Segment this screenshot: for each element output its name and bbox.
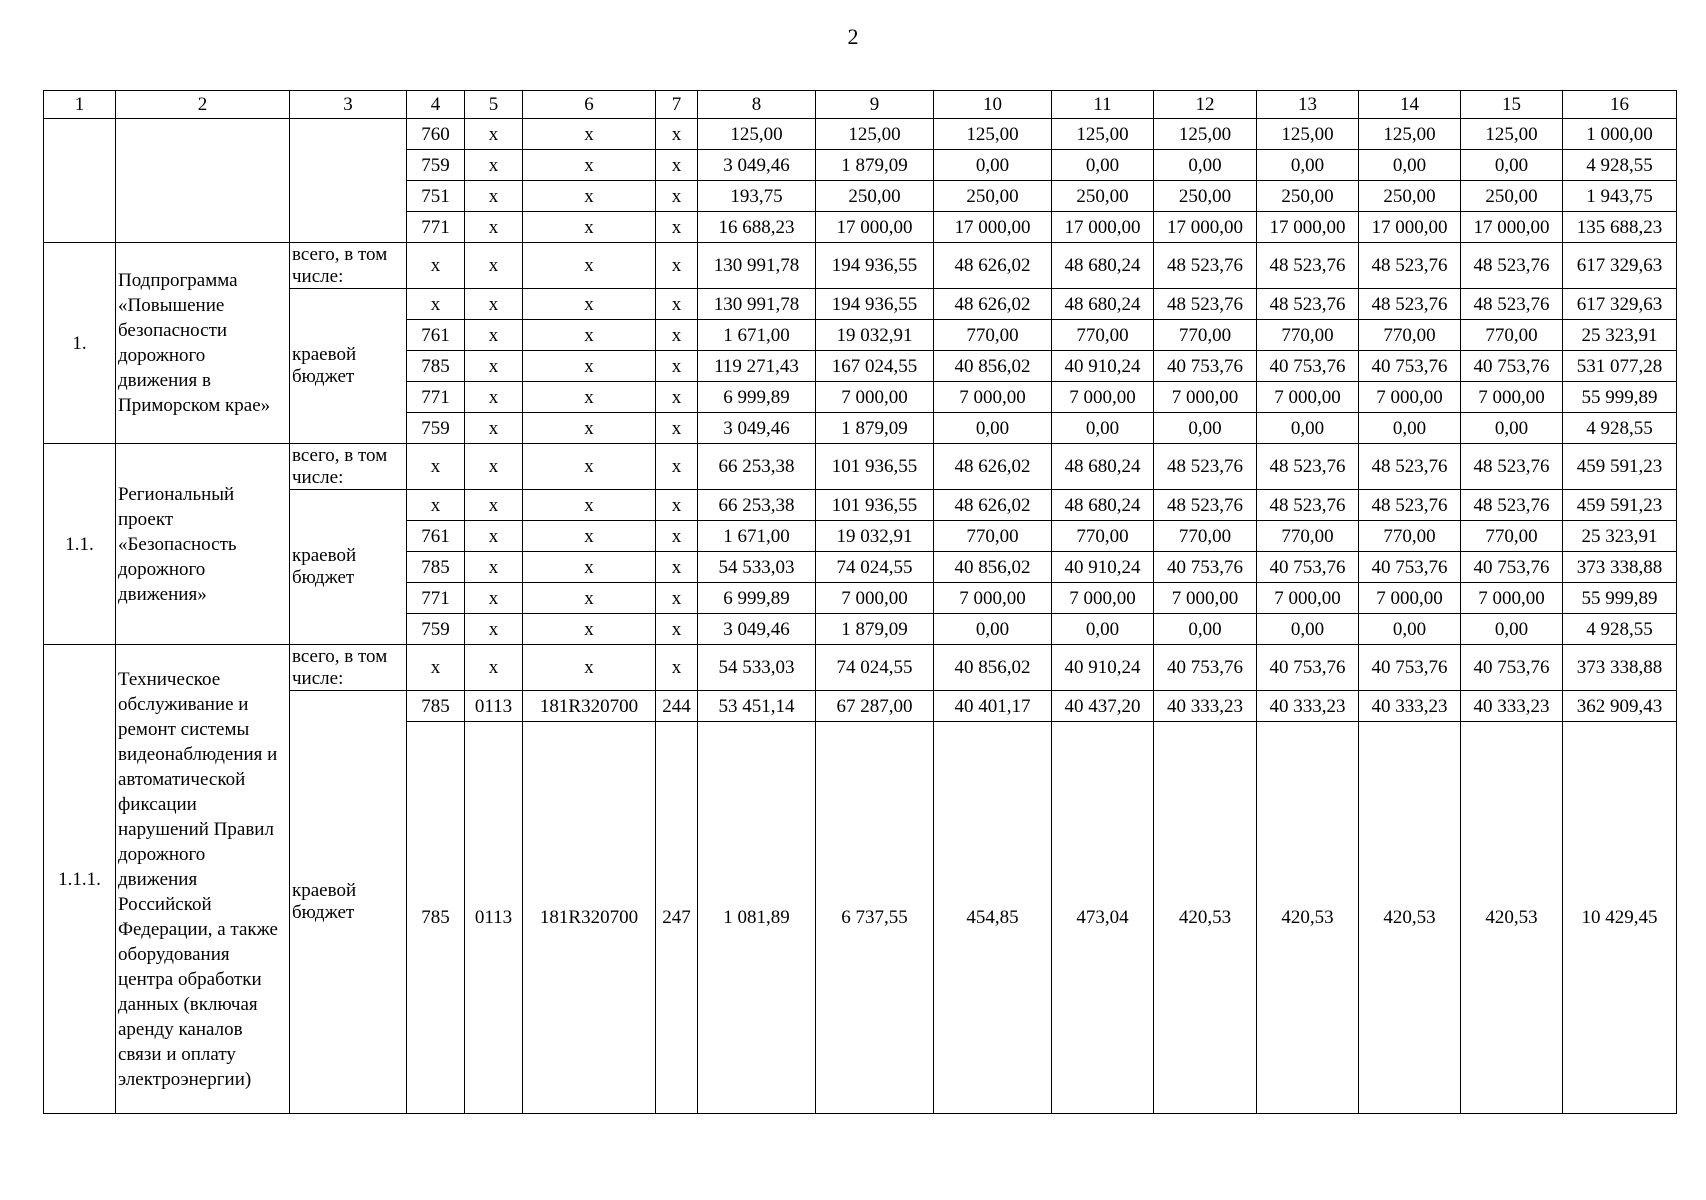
value-cell: 1 879,09	[816, 150, 934, 181]
value-cell: 770,00	[1154, 320, 1257, 351]
value-cell: 48 680,24	[1052, 444, 1154, 490]
value-cell: 25 323,91	[1563, 320, 1677, 351]
column-number: 6	[523, 91, 656, 119]
value-cell: 40 910,24	[1052, 552, 1154, 583]
value-cell: x	[523, 645, 656, 691]
value-cell: 48 680,24	[1052, 289, 1154, 320]
value-cell: 4 928,55	[1563, 413, 1677, 444]
value-cell: x	[407, 243, 465, 289]
value-cell: 40 753,76	[1461, 645, 1563, 691]
value-cell: 0,00	[934, 413, 1052, 444]
value-cell: 19 032,91	[816, 320, 934, 351]
value-cell: x	[523, 614, 656, 645]
value-cell: 17 000,00	[1052, 212, 1154, 243]
value-cell: 181R320700	[523, 691, 656, 722]
value-cell: x	[465, 243, 523, 289]
value-cell: 459 591,23	[1563, 444, 1677, 490]
value-cell: 250,00	[1359, 181, 1461, 212]
item-number: 1.1.1.	[44, 645, 116, 1114]
value-cell: 1 081,89	[698, 722, 816, 1114]
value-cell: 7 000,00	[1461, 583, 1563, 614]
value-cell: x	[656, 320, 698, 351]
value-cell: x	[656, 181, 698, 212]
total-label: всего, в том числе:	[290, 444, 407, 490]
value-cell: 7 000,00	[1052, 583, 1154, 614]
value-cell: 785	[407, 691, 465, 722]
value-cell: 7 000,00	[1257, 583, 1359, 614]
item-number: 1.1.	[44, 444, 116, 645]
value-cell: 6 737,55	[816, 722, 934, 1114]
value-cell: 48 626,02	[934, 243, 1052, 289]
column-number: 3	[290, 91, 407, 119]
value-cell: 770,00	[1461, 521, 1563, 552]
value-cell: 1 671,00	[698, 320, 816, 351]
value-cell: 771	[407, 212, 465, 243]
budget-label: краевой бюджет	[290, 490, 407, 645]
value-cell: x	[465, 351, 523, 382]
value-cell: 0,00	[1154, 614, 1257, 645]
value-cell: 181R320700	[523, 722, 656, 1114]
value-cell: 40 753,76	[1257, 645, 1359, 691]
column-number: 5	[465, 91, 523, 119]
value-cell: x	[465, 521, 523, 552]
value-cell: 0,00	[934, 150, 1052, 181]
value-cell: 67 287,00	[816, 691, 934, 722]
table-body	[44, 91, 1677, 1114]
value-cell: 0,00	[1257, 413, 1359, 444]
value-cell: x	[656, 552, 698, 583]
value-cell: x	[523, 552, 656, 583]
value-cell: 0,00	[1461, 614, 1563, 645]
value-cell: 10 429,45	[1563, 722, 1677, 1114]
value-cell: 244	[656, 691, 698, 722]
value-cell: 770,00	[1257, 521, 1359, 552]
column-number: 13	[1257, 91, 1359, 119]
value-cell: 125,00	[698, 119, 816, 150]
value-cell: 48 523,76	[1154, 444, 1257, 490]
value-cell: 40 333,23	[1257, 691, 1359, 722]
value-cell: x	[407, 645, 465, 691]
value-cell: 40 333,23	[1359, 691, 1461, 722]
value-cell: 194 936,55	[816, 243, 934, 289]
value-cell: 17 000,00	[1154, 212, 1257, 243]
value-cell: 4 928,55	[1563, 614, 1677, 645]
value-cell: 250,00	[1154, 181, 1257, 212]
value-cell: 3 049,46	[698, 413, 816, 444]
column-number: 14	[1359, 91, 1461, 119]
value-cell: 135 688,23	[1563, 212, 1677, 243]
value-cell: 0,00	[1359, 614, 1461, 645]
value-cell: 531 077,28	[1563, 351, 1677, 382]
value-cell: x	[656, 119, 698, 150]
value-cell: 40 401,17	[934, 691, 1052, 722]
value-cell: 66 253,38	[698, 444, 816, 490]
value-cell: 16 688,23	[698, 212, 816, 243]
value-cell: 7 000,00	[816, 382, 934, 413]
value-cell: 7 000,00	[1359, 583, 1461, 614]
value-cell: x	[465, 119, 523, 150]
value-cell: 420,53	[1257, 722, 1359, 1114]
value-cell: 0,00	[1359, 150, 1461, 181]
value-cell: 0,00	[934, 614, 1052, 645]
value-cell: x	[656, 212, 698, 243]
value-cell: x	[523, 150, 656, 181]
value-cell: 55 999,89	[1563, 583, 1677, 614]
budget-label: краевой бюджет	[290, 289, 407, 444]
value-cell: 771	[407, 382, 465, 413]
value-cell: 40 753,76	[1359, 645, 1461, 691]
value-cell: 761	[407, 521, 465, 552]
value-cell: x	[656, 645, 698, 691]
column-number: 10	[934, 91, 1052, 119]
value-cell: x	[656, 243, 698, 289]
value-cell: 250,00	[1052, 181, 1154, 212]
value-cell: 454,85	[934, 722, 1052, 1114]
total-label: всего, в том числе:	[290, 243, 407, 289]
value-cell: 48 523,76	[1359, 243, 1461, 289]
value-cell: 17 000,00	[1257, 212, 1359, 243]
table-row	[44, 119, 1677, 150]
value-cell: 125,00	[934, 119, 1052, 150]
value-cell: x	[523, 490, 656, 521]
total-label: всего, в том числе:	[290, 645, 407, 691]
value-cell: 194 936,55	[816, 289, 934, 320]
value-cell: 473,04	[1052, 722, 1154, 1114]
value-cell: x	[465, 289, 523, 320]
value-cell: 125,00	[1359, 119, 1461, 150]
source-cell	[290, 119, 407, 243]
value-cell: x	[656, 444, 698, 490]
value-cell: 125,00	[1461, 119, 1563, 150]
value-cell: 48 523,76	[1461, 444, 1563, 490]
value-cell: x	[656, 490, 698, 521]
value-cell: 7 000,00	[1359, 382, 1461, 413]
value-cell: x	[465, 490, 523, 521]
value-cell: 420,53	[1461, 722, 1563, 1114]
column-number: 1	[44, 91, 116, 119]
value-cell: 250,00	[816, 181, 934, 212]
value-cell: x	[523, 351, 656, 382]
value-cell: 167 024,55	[816, 351, 934, 382]
value-cell: x	[465, 212, 523, 243]
value-cell: 7 000,00	[1154, 583, 1257, 614]
value-cell: 759	[407, 413, 465, 444]
value-cell: 125,00	[1052, 119, 1154, 150]
value-cell: 48 626,02	[934, 289, 1052, 320]
header-row	[44, 91, 1677, 119]
table-row	[44, 444, 1677, 490]
value-cell: 48 523,76	[1461, 243, 1563, 289]
value-cell: 7 000,00	[934, 583, 1052, 614]
value-cell: 617 329,63	[1563, 243, 1677, 289]
value-cell: 48 523,76	[1359, 289, 1461, 320]
value-cell: 40 753,76	[1359, 351, 1461, 382]
column-number: 7	[656, 91, 698, 119]
value-cell: 74 024,55	[816, 552, 934, 583]
value-cell: x	[523, 212, 656, 243]
value-cell: x	[407, 444, 465, 490]
value-cell: x	[656, 614, 698, 645]
value-cell: 7 000,00	[1154, 382, 1257, 413]
value-cell: 40 753,76	[1359, 552, 1461, 583]
value-cell: x	[523, 382, 656, 413]
value-cell: 770,00	[1359, 521, 1461, 552]
value-cell: 0,00	[1461, 413, 1563, 444]
value-cell: 40 753,76	[1154, 645, 1257, 691]
value-cell: 53 451,14	[698, 691, 816, 722]
value-cell: 770,00	[1359, 320, 1461, 351]
value-cell: 0,00	[1461, 150, 1563, 181]
value-cell: 48 523,76	[1154, 289, 1257, 320]
value-cell: 55 999,89	[1563, 382, 1677, 413]
value-cell: x	[523, 243, 656, 289]
table-row	[44, 645, 1677, 691]
value-cell: 7 000,00	[934, 382, 1052, 413]
column-number: 15	[1461, 91, 1563, 119]
value-cell: 74 024,55	[816, 645, 934, 691]
value-cell: 1 879,09	[816, 614, 934, 645]
value-cell: x	[465, 444, 523, 490]
value-cell: x	[465, 552, 523, 583]
value-cell: 1 879,09	[816, 413, 934, 444]
value-cell: 125,00	[1257, 119, 1359, 150]
value-cell: 17 000,00	[1359, 212, 1461, 243]
value-cell: 4 928,55	[1563, 150, 1677, 181]
item-name: Подпрограмма «Повышение безопасности дорожного движения в Приморском крае»	[116, 243, 290, 444]
value-cell: 119 271,43	[698, 351, 816, 382]
value-cell: x	[523, 521, 656, 552]
value-cell: 1 671,00	[698, 521, 816, 552]
value-cell: x	[407, 289, 465, 320]
value-cell: 125,00	[816, 119, 934, 150]
value-cell: 785	[407, 351, 465, 382]
value-cell: 3 049,46	[698, 150, 816, 181]
value-cell: 40 910,24	[1052, 645, 1154, 691]
value-cell: 40 753,76	[1257, 552, 1359, 583]
value-cell: 7 000,00	[1461, 382, 1563, 413]
value-cell: 40 753,76	[1257, 351, 1359, 382]
value-cell: 0,00	[1257, 150, 1359, 181]
value-cell: 770,00	[934, 320, 1052, 351]
value-cell: 125,00	[1154, 119, 1257, 150]
budget-label: краевой бюджет	[290, 691, 407, 1114]
value-cell: 101 936,55	[816, 490, 934, 521]
value-cell: 54 533,03	[698, 645, 816, 691]
value-cell: 193,75	[698, 181, 816, 212]
value-cell: 770,00	[934, 521, 1052, 552]
value-cell: 0,00	[1052, 614, 1154, 645]
value-cell: x	[656, 351, 698, 382]
value-cell: 48 626,02	[934, 490, 1052, 521]
value-cell: 770,00	[1154, 521, 1257, 552]
value-cell: 66 253,38	[698, 490, 816, 521]
value-cell: 770,00	[1461, 320, 1563, 351]
value-cell: 0,00	[1257, 614, 1359, 645]
value-cell: 54 533,03	[698, 552, 816, 583]
value-cell: 247	[656, 722, 698, 1114]
value-cell: 785	[407, 722, 465, 1114]
value-cell: 48 523,76	[1154, 243, 1257, 289]
value-cell: 373 338,88	[1563, 645, 1677, 691]
value-cell: x	[656, 583, 698, 614]
value-cell: 250,00	[1461, 181, 1563, 212]
value-cell: x	[656, 150, 698, 181]
page-number: 2	[847, 24, 859, 49]
value-cell: 40 753,76	[1154, 552, 1257, 583]
value-cell: 250,00	[934, 181, 1052, 212]
value-cell: 459 591,23	[1563, 490, 1677, 521]
value-cell: 1 943,75	[1563, 181, 1677, 212]
value-cell: x	[523, 289, 656, 320]
value-cell: 40 856,02	[934, 552, 1052, 583]
value-cell: 48 523,76	[1359, 490, 1461, 521]
value-cell: 17 000,00	[1461, 212, 1563, 243]
value-cell: x	[656, 521, 698, 552]
value-cell: 48 523,76	[1461, 289, 1563, 320]
value-cell: 420,53	[1154, 722, 1257, 1114]
value-cell: x	[523, 583, 656, 614]
table-row	[44, 243, 1677, 289]
value-cell: x	[407, 490, 465, 521]
value-cell: x	[523, 444, 656, 490]
item-name: Техническое обслуживание и ремонт системы видеонаблюдения и автоматической фиксации нарушений Правил дорожного движения Российской Федерации, а также оборудования центра обработки данных (включая аренду каналов связи и оплату электроэнергии)	[116, 645, 290, 1114]
number-cell	[44, 119, 116, 243]
value-cell: 48 523,76	[1257, 243, 1359, 289]
value-cell: 0,00	[1052, 150, 1154, 181]
value-cell: 40 333,23	[1154, 691, 1257, 722]
value-cell: 0,00	[1359, 413, 1461, 444]
value-cell: 48 626,02	[934, 444, 1052, 490]
value-cell: x	[523, 181, 656, 212]
value-cell: 48 680,24	[1052, 490, 1154, 521]
value-cell: 7 000,00	[1052, 382, 1154, 413]
value-cell: 761	[407, 320, 465, 351]
value-cell: 6 999,89	[698, 583, 816, 614]
value-cell: 759	[407, 150, 465, 181]
value-cell: 48 523,76	[1257, 289, 1359, 320]
value-cell: x	[465, 614, 523, 645]
column-number: 8	[698, 91, 816, 119]
value-cell: 6 999,89	[698, 382, 816, 413]
value-cell: 759	[407, 614, 465, 645]
value-cell: 770,00	[1052, 521, 1154, 552]
value-cell: x	[523, 119, 656, 150]
value-cell: 250,00	[1257, 181, 1359, 212]
value-cell: 617 329,63	[1563, 289, 1677, 320]
value-cell: x	[656, 382, 698, 413]
column-number: 2	[116, 91, 290, 119]
value-cell: x	[465, 382, 523, 413]
value-cell: 48 680,24	[1052, 243, 1154, 289]
value-cell: 7 000,00	[816, 583, 934, 614]
value-cell: 48 523,76	[1257, 444, 1359, 490]
value-cell: x	[465, 413, 523, 444]
value-cell: 0,00	[1052, 413, 1154, 444]
value-cell: x	[523, 320, 656, 351]
value-cell: x	[465, 645, 523, 691]
value-cell: 48 523,76	[1359, 444, 1461, 490]
value-cell: 760	[407, 119, 465, 150]
value-cell: 7 000,00	[1257, 382, 1359, 413]
value-cell: x	[465, 320, 523, 351]
value-cell: 17 000,00	[816, 212, 934, 243]
value-cell: 40 753,76	[1154, 351, 1257, 382]
value-cell: 1 000,00	[1563, 119, 1677, 150]
column-number: 12	[1154, 91, 1257, 119]
value-cell: 40 333,23	[1461, 691, 1563, 722]
item-name: Региональный проект «Безопасность дорожного движения»	[116, 444, 290, 645]
value-cell: 19 032,91	[816, 521, 934, 552]
name-cell	[116, 119, 290, 243]
column-number: 16	[1563, 91, 1677, 119]
value-cell: 373 338,88	[1563, 552, 1677, 583]
value-cell: x	[465, 583, 523, 614]
column-number: 9	[816, 91, 934, 119]
value-cell: 40 437,20	[1052, 691, 1154, 722]
value-cell: x	[656, 289, 698, 320]
value-cell: 40 910,24	[1052, 351, 1154, 382]
column-number: 11	[1052, 91, 1154, 119]
value-cell: x	[465, 181, 523, 212]
value-cell: 40 856,02	[934, 645, 1052, 691]
budget-table	[43, 90, 1677, 1114]
value-cell: 0113	[465, 691, 523, 722]
value-cell: x	[465, 150, 523, 181]
value-cell: 48 523,76	[1257, 490, 1359, 521]
value-cell: 48 523,76	[1461, 490, 1563, 521]
value-cell: x	[523, 413, 656, 444]
value-cell: 770,00	[1257, 320, 1359, 351]
value-cell: 17 000,00	[934, 212, 1052, 243]
value-cell: 420,53	[1359, 722, 1461, 1114]
value-cell: 40 753,76	[1461, 552, 1563, 583]
value-cell: 362 909,43	[1563, 691, 1677, 722]
column-number: 4	[407, 91, 465, 119]
value-cell: 770,00	[1052, 320, 1154, 351]
value-cell: 48 523,76	[1154, 490, 1257, 521]
item-number: 1.	[44, 243, 116, 444]
value-cell: 3 049,46	[698, 614, 816, 645]
value-cell: 785	[407, 552, 465, 583]
value-cell: 101 936,55	[816, 444, 934, 490]
value-cell: 25 323,91	[1563, 521, 1677, 552]
value-cell: 751	[407, 181, 465, 212]
value-cell: 0,00	[1154, 150, 1257, 181]
value-cell: x	[656, 413, 698, 444]
value-cell: 130 991,78	[698, 243, 816, 289]
value-cell: 130 991,78	[698, 289, 816, 320]
value-cell: 771	[407, 583, 465, 614]
value-cell: 0113	[465, 722, 523, 1114]
value-cell: 40 856,02	[934, 351, 1052, 382]
value-cell: 40 753,76	[1461, 351, 1563, 382]
value-cell: 0,00	[1154, 413, 1257, 444]
